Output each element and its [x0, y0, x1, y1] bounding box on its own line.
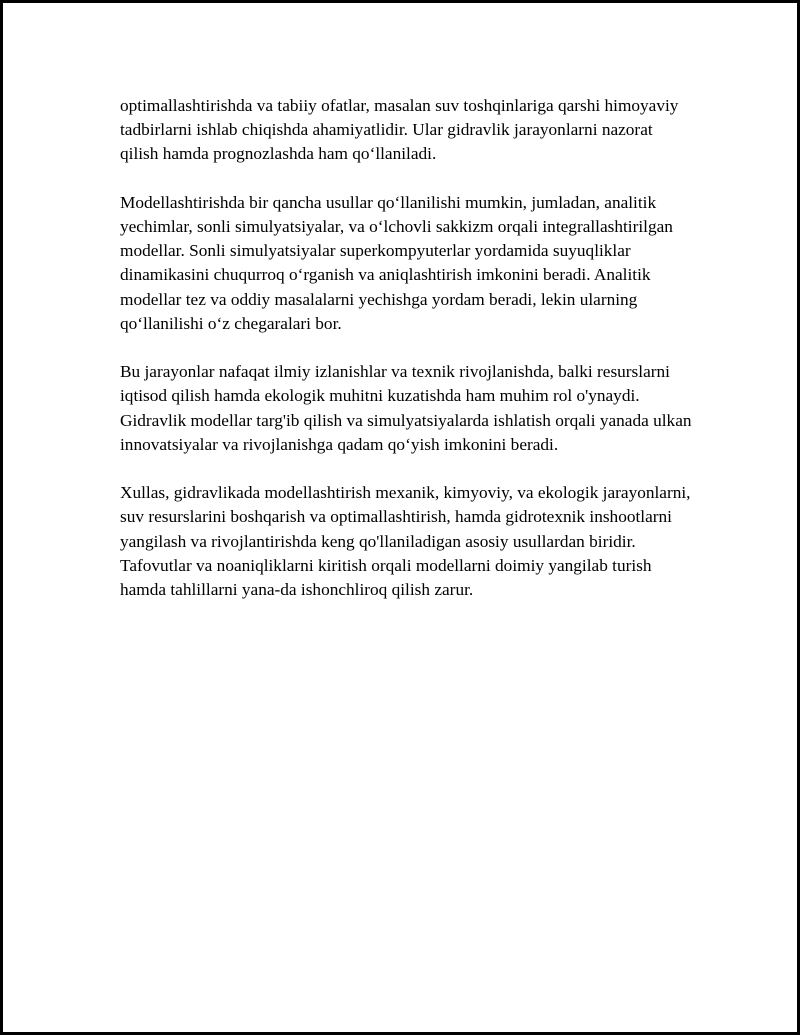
paragraph-4: Xullas, gidravlikada modellashtirish mexanik, kimyoviy, va ekologik jarayonlarni, suv resurslarini boshqarish va optimallashtirish, hamda gidrotexnik inshootlarni yangilash va rivojlantirishda keng qo'llaniladigan asosiy usullardan biridir. Tafovutlar va noaniqliklarni kiritish orqali modellarni doimiy yangilab turish hamda tahlillarni yana-da ishonchliroq qilish zarur. — [120, 483, 691, 600]
paragraph-1: optimallashtirishda va tabiiy ofatlar, masalan suv toshqinlariga qarshi himoyaviy tadbirlarni ishlab chiqishda ahamiyatlidir. Ular gidravlik jarayonlarni nazorat qilish hamda prognozlashda ham qo‘llaniladi. — [120, 96, 679, 164]
paragraph-2: Modellashtirishda bir qancha usullar qo‘llanilishi mumkin, jumladan, analitik yechimlar, sonli simulyatsiyalar, va o‘lchovli sakkizm orqali integrallashtirilgan modellar. Sonli simulyatsiyalar superkompyuterlar yordamida suyuqliklar dinamikasini chuqurroq o‘rganish va aniqlashtirish imkonini beradi. Analitik modellar tez va oddiy masalalarni yechishga yordam beradi, lekin ularning qo‘llanilishi o‘z chegaralari bor. — [120, 192, 673, 333]
paragraph-3: Bu jarayonlar nafaqat ilmiy izlanishlar va texnik rivojlanishda, balki resurslarni iqtisod qilish hamda ekologik muhitni kuzatishda ham muhim rol o'ynaydi. Gidravlik modellar targ'ib qilish va simulyatsiyalarda ishlatish orqali yanada ulkan innovatsiyalar va rivojlanishga qadam qo‘yish imkonini beradi. — [120, 362, 692, 454]
document-body — [120, 94, 695, 626]
